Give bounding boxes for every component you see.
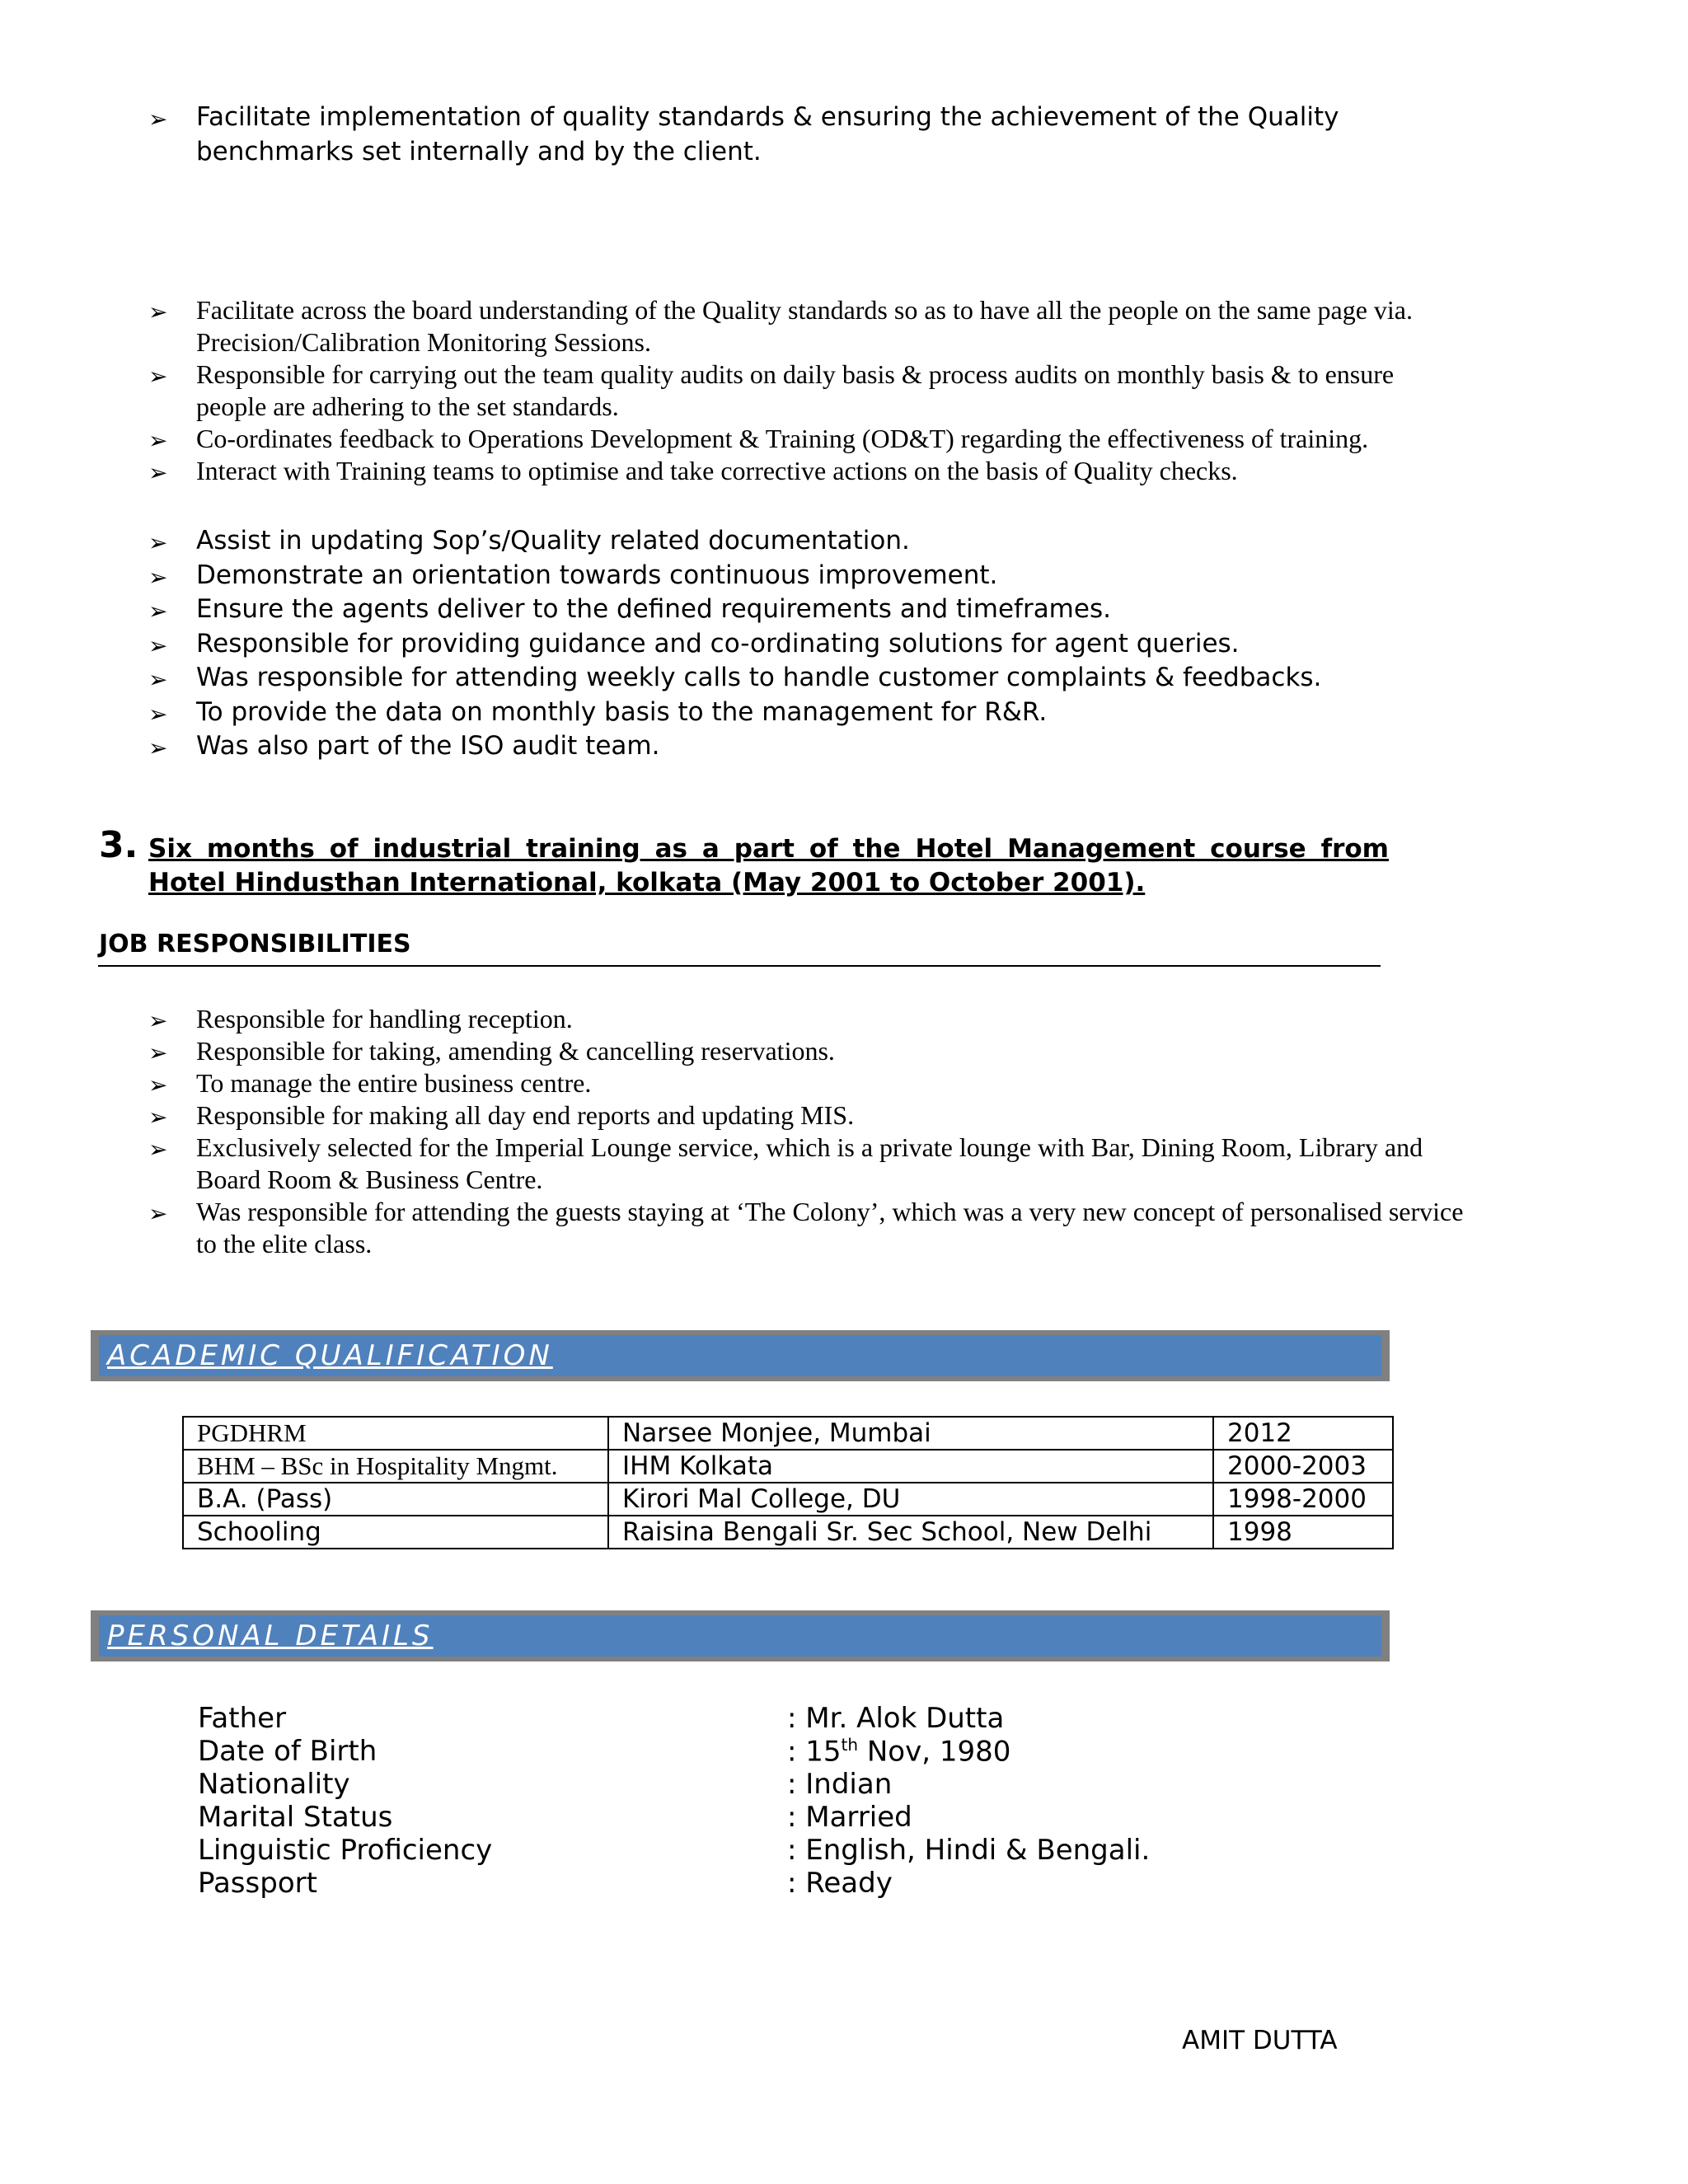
table-row: PGDHRM Narsee Monjee, Mumbai 2012 <box>183 1417 1393 1450</box>
section-3-title: Six months of industrial training as a part of the Hotel Management course from Hotel Hindusthan International, kolkata (May 2001 to October 2001). <box>148 834 1389 898</box>
list-item: ➢ Responsible for taking, amending & cancelling reservations. <box>97 1035 1465 1067</box>
arrow-bullet-icon: ➢ <box>148 105 168 133</box>
arrow-bullet-icon: ➢ <box>148 427 168 454</box>
quality-bullets-sans <box>0 524 1688 764</box>
list-item: ➢ Demonstrate an orientation towards continuous improvement. <box>97 559 1465 593</box>
quality-bullets-serif <box>0 294 1688 487</box>
arrow-bullet-icon: ➢ <box>148 1104 168 1131</box>
table-row: BHM – BSc in Hospitality Mngmt. IHM Kolkata 2000-2003 <box>183 1450 1393 1483</box>
table-row: B.A. (Pass) Kirori Mal College, DU 1998-2000 <box>183 1483 1393 1516</box>
personal-row-languages: Linguistic Proficiency : English, Hindi & Bengali. <box>198 1834 1151 1867</box>
arrow-bullet-icon: ➢ <box>148 459 168 486</box>
arrow-bullet-icon: ➢ <box>148 1039 168 1066</box>
academic-qualification-heading: ACADEMIC QUALIFICATION <box>107 1339 553 1372</box>
list-item: ➢ Responsible for providing guidance and co-ordinating solutions for agent queries. <box>97 627 1465 662</box>
quality-bullets-intro <box>0 101 1688 169</box>
heading-rule <box>98 965 1381 967</box>
personal-row-marital: Marital Status : Married <box>198 1801 912 1834</box>
list-item: ➢ Was also part of the ISO audit team. <box>97 729 1465 764</box>
list-item: ➢ To manage the entire business centre. <box>97 1067 1465 1099</box>
arrow-bullet-icon: ➢ <box>148 1136 168 1163</box>
table-row: Schooling Raisina Bengali Sr. Sec School, New Delhi 1998 <box>183 1516 1393 1549</box>
list-item: ➢ Ensure the agents deliver to the defined requirements and timeframes. <box>97 593 1465 627</box>
list-item: ➢ Responsible for carrying out the team quality audits on daily basis & process audits on monthly basis & to ensure people are adhering to the set standards. <box>148 359 1395 421</box>
personal-details-banner <box>91 1610 1390 1661</box>
arrow-bullet-icon: ➢ <box>148 700 168 728</box>
arrow-bullet-icon: ➢ <box>148 666 168 693</box>
personal-row-nationality: Nationality : Indian <box>198 1768 893 1801</box>
arrow-bullet-icon: ➢ <box>148 631 168 659</box>
list-item: ➢ Assist in updating Sop’s/Quality related documentation. <box>97 524 1465 559</box>
arrow-bullet-icon: ➢ <box>148 529 168 556</box>
section-3-bullets <box>0 1003 1688 1260</box>
section-3-number: 3. <box>99 824 138 866</box>
arrow-bullet-icon: ➢ <box>148 298 168 326</box>
arrow-bullet-icon: ➢ <box>148 734 168 762</box>
list-item: ➢ Interact with Training teams to optimise and take corrective actions on the basis of Quality checks. <box>97 455 1465 487</box>
list-item: ➢ Responsible for handling reception. <box>97 1003 1465 1035</box>
arrow-bullet-icon: ➢ <box>148 1007 168 1034</box>
list-item: ➢ Was responsible for attending weekly calls to handle customer complaints & feedbacks. <box>97 661 1465 696</box>
personal-row-passport: Passport : Ready <box>198 1867 893 1900</box>
list-item: ➢ Was responsible for attending the guests staying at ‘The Colony’, which was a very new concept of personalised service to the elite class. <box>148 1197 1464 1258</box>
personal-details-heading: PERSONAL DETAILS <box>107 1619 434 1652</box>
personal-row-father: Father : Mr. Alok Dutta <box>198 1702 1005 1735</box>
arrow-bullet-icon: ➢ <box>148 1071 168 1099</box>
personal-row-dob: Date of Birth : 15th Nov, 1980 <box>198 1735 1011 1769</box>
academic-table <box>182 1416 1394 1549</box>
list-item: ➢ Facilitate implementation of quality standards & ensuring the achievement of the Quality benchmarks set internally and by the client. <box>148 102 1339 166</box>
job-responsibilities-heading: JOB RESPONSIBILITIES <box>99 930 411 958</box>
list-item: ➢ Facilitate across the board understanding of the Quality standards so as to have all the people on the same page via. Precision/Calibration Monitoring Sessions. <box>148 295 1413 357</box>
arrow-bullet-icon: ➢ <box>148 1200 168 1227</box>
list-item: ➢ Co-ordinates feedback to Operations Development & Training (OD&T) regarding the effectiveness of training. <box>97 423 1465 455</box>
arrow-bullet-icon: ➢ <box>148 563 168 591</box>
academic-qualification-banner <box>91 1330 1390 1381</box>
list-item: ➢ To provide the data on monthly basis to the management for R&R. <box>97 696 1465 730</box>
arrow-bullet-icon: ➢ <box>148 363 168 390</box>
list-item: ➢ Responsible for making all day end reports and updating MIS. <box>97 1099 1465 1132</box>
list-item: ➢ Exclusively selected for the Imperial Lounge service, which is a private lounge with Bar, Dining Room, Library and Board Room & Business Centre. <box>148 1132 1423 1194</box>
arrow-bullet-icon: ➢ <box>148 598 168 625</box>
signature-name: AMIT DUTTA <box>1182 2026 1338 2055</box>
